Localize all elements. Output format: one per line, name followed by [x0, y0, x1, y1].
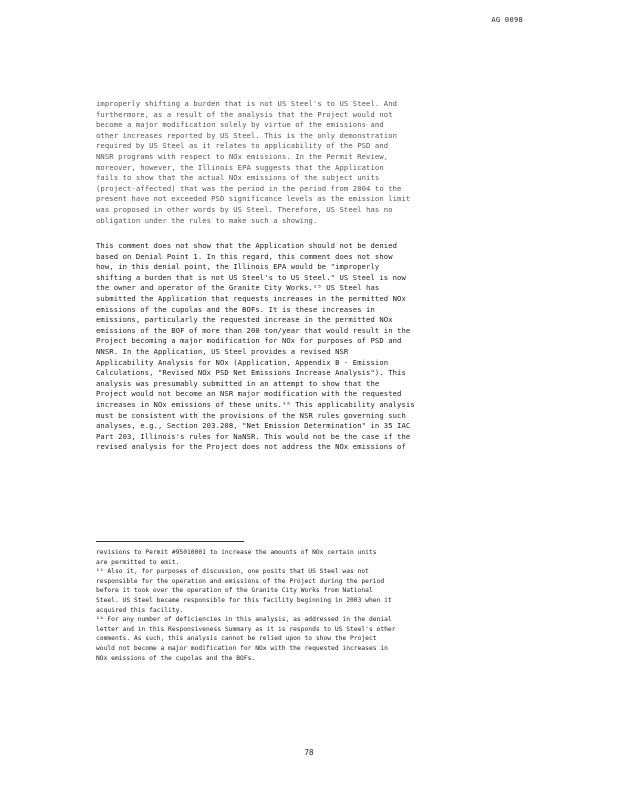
body-paragraph-1: improperly shifting a burden that is not US Steel's to US Steel. And furthermore, as a result of the analysis that the Project would not become a major modification solely by virtue of the emissions and other increases reported by US Steel. This is the only demonstration required by US Steel as it relates to applicability of the PSD and NNSR programs with respect to NOx emissions. In the Permit Review, moreover, however, the Illinois EPA suggests that the Application fails to show that the actual NOx emissions of the subject units (project-affected) that was the period in the period from 2004 to the present have not exceeded PSD significance levels as the emission limit was proposed in other words by US Steel. Therefore, US Steel has no obligation under the rules to make such a showing. [96, 99, 411, 225]
footnote-continued: revisions to Permit #95010001 to increase the amounts of NOx certain units are permitted to emit. [96, 549, 377, 566]
footnotes [96, 548, 526, 663]
footnote-15: ¹⁵ Also it, for purposes of discussion, one posits that US Steel was not responsible for the operation and emissions of the Project during the period before it took over the operation of the Granite City Works from National Steel. US Steel became responsible for this facility beginning in 2003 when it acquired this facility. [96, 568, 392, 614]
page-number: 78 [304, 748, 314, 757]
body-paragraph-2: This comment does not show that the Application should not be denied based on Denial Point 1. In this regard, this comment does not show how, in this denial point, the Illinois EPA would be "improperly shifting a burden that is not US Steel's to US Steel." US Steel is now the owner and operator of the Granite City Works.¹⁵ US Steel has submitted the Application that requests increases in the permitted NOx emissions of the cupolas and the BOFs. It is these increases in emissions, particularly the requested increase in the permitted NOx emissions of the BOF of more than 200 ton/year that would result in the Project becoming a major modification for NOx for purposes of PSD and NNSR. In the Application, US Steel provides a revised NSR Applicability Analysis for NOx (Application, Appendix B - Emission Calculations, "Revised NOx PSD Net Emissions Increase Analysis"). This analysis was presumably submitted in an attempt to show that the Project would not become an NSR major modification with the requested increases in NOx emissions of these units.¹⁶ This applicability analysis must be consistent with the provisions of the NSR rules governing such analyses, e.g., Section 203.208, "Net Emission Determination" in 35 IAC Part 203, Illinois's rules for NaNSR. This would not be the case if the revised analysis for the Project does not address the NOx emissions of [96, 241, 415, 452]
footnote-16: ¹⁶ For any number of deficiencies in this analysis, as addressed in the denial letter and in this Responsiveness Summary as it is responds to US Steel's other comments. As such, this analysis cannot be relied upon to show the Project would not become a major modification for NOx with the requested increases in NOx emissions of the cupolas and the BOFs. [96, 616, 396, 662]
footnote-separator [96, 541, 244, 542]
document-id: AG 0098 [491, 16, 523, 24]
